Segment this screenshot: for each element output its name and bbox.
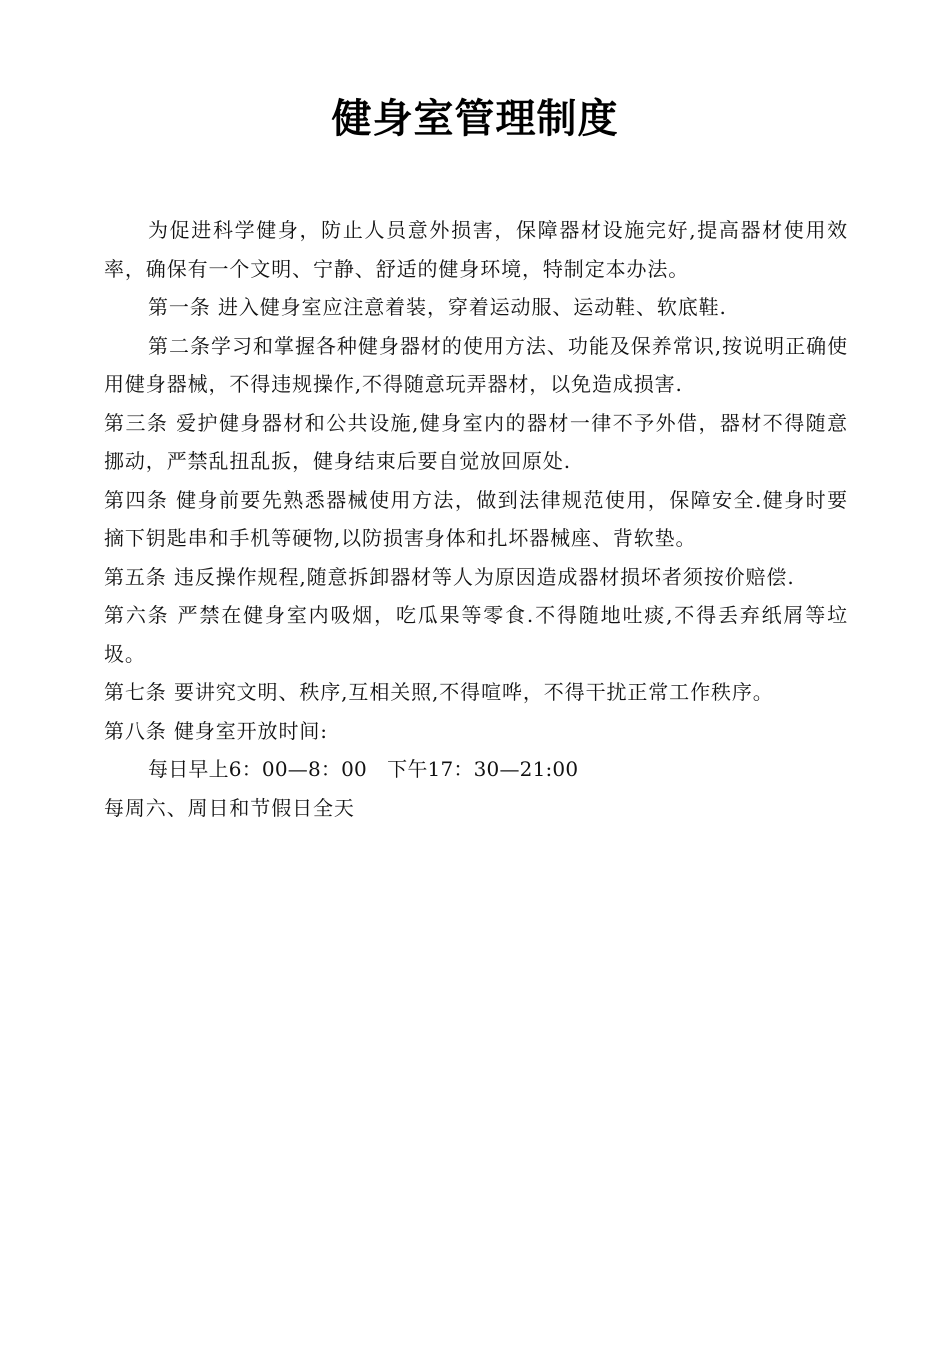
article-1-paragraph: 第一条 进入健身室应注意着装，穿着运动服、运动鞋、软底鞋. bbox=[148, 295, 727, 319]
article-2-paragraph: 第二条学习和掌握各种健身器材的使用方法、功能及保养常识,按说明正确使用健身器械，不得违规操作,不得随意玩弄器材，以免造成损害. bbox=[104, 333, 848, 396]
weekend-hours-line: 每周六、周日和节假日全天 bbox=[104, 795, 355, 820]
article-7-paragraph: 第七条 要讲究文明、秩序,互相关照,不得喧哗，不得干扰正常工作秩序。 bbox=[104, 680, 774, 704]
article-4-paragraph: 第四条 健身前要先熟悉器械使用方法，做到法律规范使用，保障安全.健身时要摘下钥匙串和手机等硬物,以防损害身体和扎坏器械座、背软垫。 bbox=[104, 487, 848, 550]
intro-paragraph: 为促进科学健身，防止人员意外损害，保障器材设施完好,提高器材使用效率，确保有一个文明、宁静、舒适的健身环境，特制定本办法。 bbox=[104, 218, 848, 281]
article-3-paragraph: 第三条 爱护健身器材和公共设施,健身室内的器材一律不予外借，器材不得随意挪动，严禁乱扭乱扳，健身结束后要自觉放回原处. bbox=[104, 410, 848, 473]
weekday-hours-line: 每日早上6：00—8：00 下午17：30—21:00 bbox=[148, 757, 579, 781]
article-5-paragraph: 第五条 违反操作规程,随意拆卸器材等人为原因造成器材损坏者须按价赔偿. bbox=[104, 564, 795, 589]
document-title: 健身室管理制度 bbox=[331, 96, 619, 142]
document-body bbox=[104, 211, 848, 827]
article-6-paragraph: 第六条 严禁在健身室内吸烟，吃瓜果等零食.不得随地吐痰,不得丢弃纸屑等垃圾。 bbox=[104, 603, 848, 666]
article-8-paragraph: 第八条 健身室开放时间: bbox=[104, 718, 328, 743]
